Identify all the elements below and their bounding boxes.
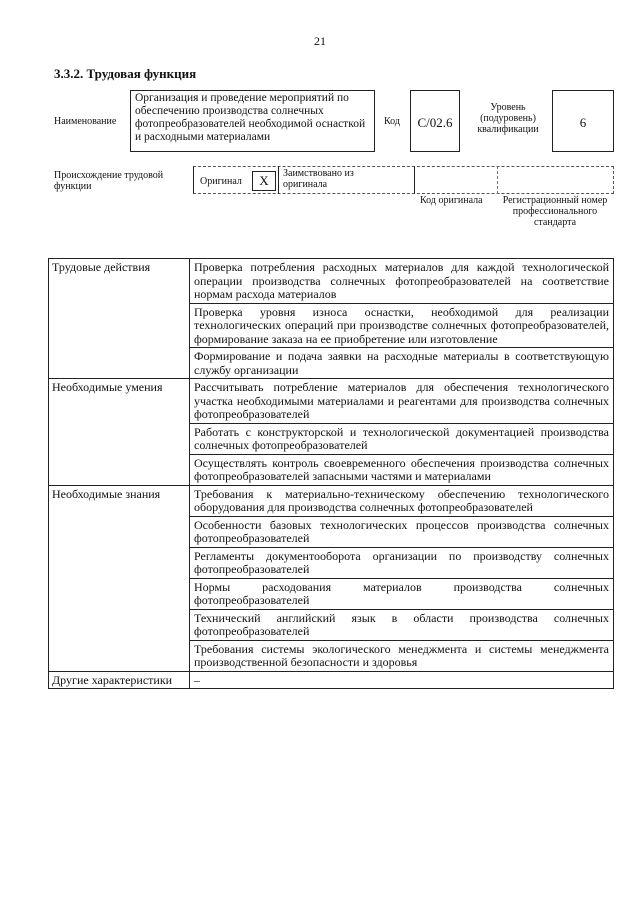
table-cell: Особенности базовых технологических процессов производства солнечных фотопреобразователей [190,516,614,547]
table-cell: Технический английский язык в области производства солнечных фотопреобразователей [190,609,614,640]
origin-label: Происхождение трудовой функции [54,170,164,192]
table-row [49,485,614,516]
table-row [49,259,614,304]
function-name-value: Организация и проведение мероприятий по обеспечению производства солнечных фотопреобразователей необходимой оснасткой и расходными материалами [130,90,375,152]
code-original-label: Код оригинала [420,195,483,206]
table-cell: Нормы расходования материалов производства солнечных фотопреобразователей [190,578,614,609]
table-cell: Регламенты документооборота организации по производству солнечных фотопреобразователей [190,547,614,578]
table-cell: Требования к материально-техническому обеспечению технологического оборудования для производства солнечных фотопреобразователей [190,485,614,516]
table-cell: Формирование и подача заявки на расходные материалы в соответствующую службу организации [190,348,614,379]
name-label: Наименование [54,116,117,127]
origin-divider [414,166,415,194]
category-cell: Необходимые знания [49,485,190,671]
table-cell: Требования системы экологического менеджмента и системы менеджмента производственной безопасности и здоровья [190,640,614,671]
table-row [49,671,614,689]
category-cell: Трудовые действия [49,259,190,379]
table-cell: Проверка уровня износа оснастки, необходимой для реализации технологических операций при производстве солнечных фотопреобразователей, формирование заказа на ее приобретение или изготовление [190,303,614,348]
original-label: Оригинал [200,176,242,187]
function-details-table [48,258,614,689]
section-title: 3.3.2. Трудовая функция [54,66,197,81]
table-cell: Осуществлять контроль своевременного обеспечения производства солнечных фотопреобразователей запасными частями и материалами [190,454,614,485]
original-mark: X [252,171,276,191]
table-cell: – [190,671,614,689]
qualification-level-label: Уровень (подуровень) квалификации [477,102,539,135]
table-cell: Работать с конструкторской и технологической документацией производства солнечных фотопреобразователей [190,423,614,454]
borrowed-label: Заимствовано из оригинала [283,168,354,190]
qualification-level-value: 6 [552,90,614,152]
origin-divider [497,166,498,194]
category-cell: Необходимые умения [49,379,190,486]
registration-number-label: Регистрационный номер профессионального стандарта [502,195,608,228]
code-label: Код [384,116,400,127]
table-cell: Рассчитывать потребление материалов для обеспечения технологического участка необходимыми материалами и реагентами для производства солнечных фотопреобразователей [190,379,614,424]
table-cell: Проверка потребления расходных материалов для каждой технологической операции производства солнечных фотопреобразователей на соответствие нормам расхода материалов [190,259,614,304]
page-number: 21 [314,34,326,48]
category-cell: Другие характеристики [49,671,190,689]
table-row [49,379,614,424]
origin-divider [278,166,279,194]
code-value: С/02.6 [410,90,460,152]
